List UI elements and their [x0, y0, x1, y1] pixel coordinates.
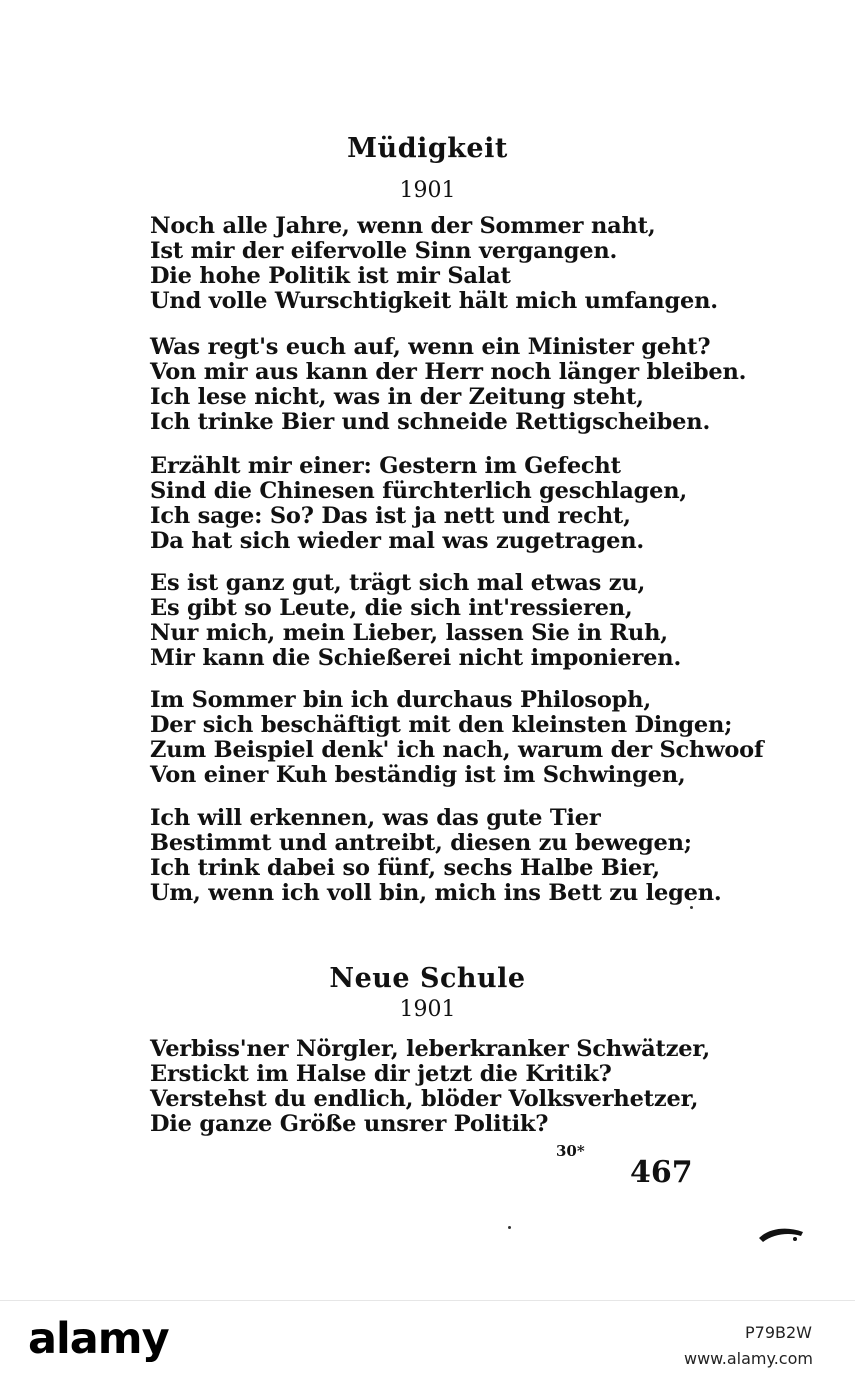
poem-line: Bestimmt und antreibt, diesen zu bewegen;: [150, 830, 692, 856]
ink-smudge: [757, 1222, 807, 1252]
poem-line: Noch alle Jahre, wenn der Sommer naht,: [150, 213, 656, 239]
poem-line: Erzählt mir einer: Gestern im Gefecht: [150, 453, 621, 479]
watermark-url: www.alamy.com: [684, 1349, 813, 1368]
poem-line: Mir kann die Schießerei nicht imponieren.: [150, 645, 682, 671]
poem-line: Verstehst du endlich, blöder Volksverhetzer,: [150, 1086, 699, 1112]
watermark-footer: [0, 1300, 855, 1391]
poem-line: Der sich beschäftigt mit den kleinsten Dingen;: [150, 712, 733, 738]
poem-line: Erstickt im Halse dir jetzt die Kritik?: [150, 1061, 612, 1087]
poem-line: Es gibt so Leute, die sich int'ressieren,: [150, 595, 633, 621]
poem-line: Verbiss'ner Nörgler, leberkranker Schwätzer,: [150, 1036, 711, 1062]
poem-line: Von einer Kuh beständig ist im Schwingen,: [150, 762, 686, 788]
page-number: 467: [630, 1155, 693, 1190]
signature-mark: 30*: [556, 1142, 585, 1160]
poem-line: Und volle Wurschtigkeit hält mich umfangen.: [150, 288, 718, 314]
poem-line: Die ganze Größe unsrer Politik?: [150, 1111, 549, 1137]
poem-line: Ich lese nicht, was in der Zeitung steht,: [150, 384, 644, 410]
poem-line: Sind die Chinesen fürchterlich geschlagen,: [150, 478, 688, 504]
poem-line: Nur mich, mein Lieber, lassen Sie in Ruh,: [150, 620, 668, 646]
poem-line: Ist mir der eifervolle Sinn vergangen.: [150, 238, 618, 264]
poem-title-neue-schule: Neue Schule: [329, 963, 526, 994]
poem-line: Ich will erkennen, was das gute Tier: [150, 805, 601, 831]
poem-line: Von mir aus kann der Herr noch länger bleiben.: [150, 359, 747, 385]
poem-line: Was regt's euch auf, wenn ein Minister geht?: [150, 334, 711, 360]
poem-line: Ich sage: So? Das ist ja nett und recht,: [150, 503, 631, 529]
poem-line: Es ist ganz gut, trägt sich mal etwas zu,: [150, 570, 646, 596]
print-speck: [508, 1226, 511, 1229]
poem-line: Die hohe Politik ist mir Salat: [150, 263, 511, 289]
watermark-logo: alamy: [28, 1314, 169, 1364]
poem-year-neue-schule: 1901: [399, 997, 456, 1022]
poem-line: Ich trinke Bier und schneide Rettigscheiben.: [150, 409, 711, 435]
poem-line: Ich trink dabei so fünf, sechs Halbe Bier,: [150, 855, 660, 881]
print-speck: [690, 906, 693, 909]
image-code: P79B2W: [745, 1323, 812, 1342]
poem-year-muedigkeit: 1901: [399, 178, 456, 203]
poem-line: Da hat sich wieder mal was zugetragen.: [150, 528, 645, 554]
poem-line: Um, wenn ich voll bin, mich ins Bett zu legen.: [150, 880, 722, 906]
poem-title-muedigkeit: Müdigkeit: [347, 133, 508, 164]
poem-line: Zum Beispiel denk' ich nach, warum der Schwoof: [150, 737, 764, 763]
poem-line: Im Sommer bin ich durchaus Philosoph,: [150, 687, 651, 713]
